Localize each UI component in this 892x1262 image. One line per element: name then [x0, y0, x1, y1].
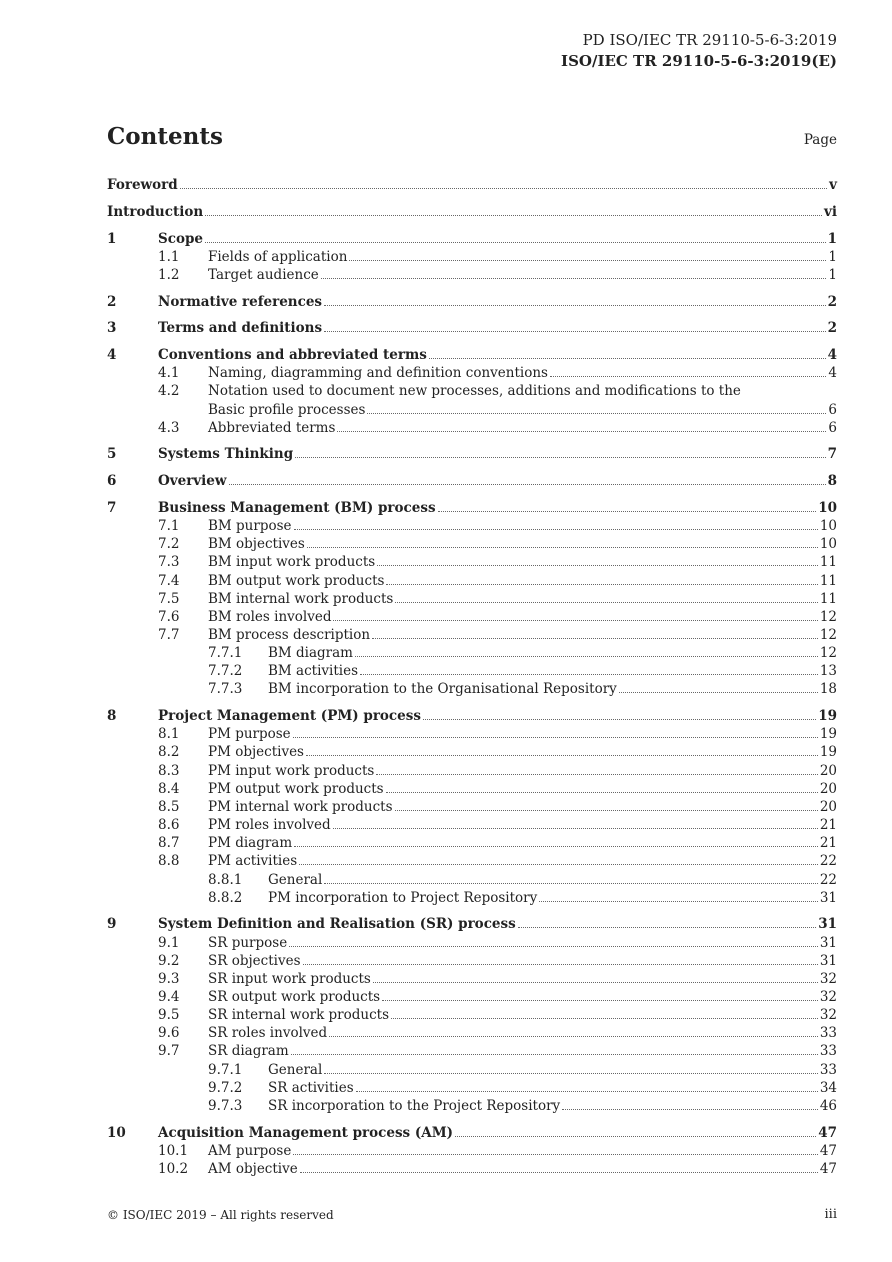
- dot-leader: [518, 915, 817, 928]
- toc-entry[interactable]: [0, 889, 892, 907]
- toc-entry-page: 47: [819, 1142, 837, 1159]
- toc-entry[interactable]: [0, 364, 892, 382]
- toc-entry-title: SR objectives: [208, 952, 301, 969]
- toc-entry-number: 8.4: [158, 780, 180, 797]
- dot-leader: [324, 293, 826, 306]
- dot-leader: [382, 988, 818, 1001]
- toc-entry-title: AM objective: [208, 1160, 298, 1177]
- toc-entry-number: 7.1: [158, 518, 180, 535]
- toc-entry-title: BM objectives: [208, 536, 305, 553]
- toc-entry-number: 9.5: [158, 1007, 180, 1024]
- toc-entry-number: 1.1: [158, 248, 180, 265]
- toc-entry-title: Target audience: [208, 266, 319, 283]
- toc-entry-title: System Definition and Realisation (SR) process: [158, 916, 516, 933]
- dot-leader: [205, 203, 822, 216]
- toc-entry-title: AM purpose: [208, 1142, 292, 1159]
- toc-entry-number: 7.7.2: [208, 663, 243, 680]
- toc-entry-number: 8.6: [158, 817, 180, 833]
- dot-leader: [180, 176, 827, 189]
- dot-leader: [306, 743, 818, 756]
- toc-entry[interactable]: [0, 293, 892, 311]
- toc-entry[interactable]: [0, 176, 892, 194]
- toc-entry-number: 9.2: [158, 952, 180, 969]
- toc-entry[interactable]: [0, 203, 892, 221]
- toc-entry-number: 8.5: [158, 798, 180, 815]
- toc-entry-page: v: [829, 177, 837, 193]
- toc-entry[interactable]: [0, 230, 892, 248]
- toc-entry-title: Naming, diagramming and definition conventions: [208, 365, 548, 382]
- toc-entry-title: General: [268, 1061, 323, 1078]
- dot-leader: [743, 382, 835, 394]
- dot-leader: [295, 445, 825, 458]
- toc-entry[interactable]: [0, 572, 892, 590]
- toc-entry-title: PM activities: [208, 853, 298, 870]
- dot-leader: [205, 230, 826, 243]
- toc-entry[interactable]: [0, 707, 892, 725]
- toc-entry-number: 7.7.3: [208, 681, 243, 698]
- toc-entry-page: 10: [819, 536, 837, 553]
- toc-entry-page: 21: [819, 817, 837, 833]
- toc-entry-page: 11: [819, 554, 837, 571]
- toc-entry-title: BM output work products: [208, 572, 385, 589]
- dot-leader: [438, 499, 817, 512]
- toc-entry[interactable]: [0, 1042, 892, 1060]
- toc-entry-number: 9.7.1: [208, 1061, 243, 1078]
- toc-entry-title: PM diagram: [208, 835, 293, 852]
- dot-leader: [293, 1142, 817, 1155]
- dot-leader: [455, 1124, 816, 1137]
- toc-entry-page: 46: [819, 1097, 837, 1114]
- toc-entry-number: 9.1: [158, 934, 180, 951]
- dot-leader: [329, 1024, 818, 1037]
- toc-entry[interactable]: [0, 1142, 892, 1160]
- toc-entry-page: 31: [819, 952, 837, 969]
- toc-entry[interactable]: [0, 382, 892, 400]
- toc-entry-title: SR incorporation to the Project Repository: [268, 1097, 561, 1114]
- toc-entry-number: 7.7.1: [208, 645, 243, 662]
- toc-entry-page: 4: [827, 347, 837, 364]
- dot-leader: [562, 1097, 818, 1110]
- toc-entry-title: Business Management (BM) process: [158, 499, 436, 516]
- toc-entry-number: 1.2: [158, 266, 180, 283]
- dot-leader: [299, 852, 818, 865]
- toc-entry[interactable]: [0, 725, 892, 743]
- dot-leader: [550, 364, 826, 377]
- dot-leader: [333, 816, 818, 829]
- toc-entry[interactable]: [0, 419, 892, 437]
- dot-leader: [307, 535, 818, 548]
- toc-entry-title: Project Management (PM) process: [158, 708, 421, 725]
- toc-entry-number: 8.8.1: [208, 871, 243, 888]
- toc-entry-number: 4: [107, 347, 117, 364]
- dot-leader: [423, 707, 816, 720]
- toc-entry-title: BM input work products: [208, 554, 376, 571]
- toc-entry[interactable]: [0, 626, 892, 644]
- dot-leader: [386, 572, 817, 585]
- toc-entry-title: PM output work products: [208, 780, 384, 797]
- toc-entry-page: vi: [824, 203, 837, 220]
- toc-entry[interactable]: [0, 517, 892, 535]
- toc-entry-number: 7.2: [158, 536, 180, 553]
- toc-entry-title: SR roles involved: [208, 1025, 328, 1042]
- toc-entry-page: 12: [819, 626, 837, 643]
- dot-leader: [289, 934, 818, 947]
- toc-entry-title: Abbreviated terms: [208, 419, 336, 436]
- toc-entry-page: 47: [819, 1160, 837, 1177]
- toc-entry-number: 7.4: [158, 572, 180, 589]
- toc-entry[interactable]: [0, 1124, 892, 1142]
- toc-entry[interactable]: [0, 1024, 892, 1042]
- toc-entry-title: PM input work products: [208, 762, 375, 779]
- dot-leader: [356, 1079, 818, 1092]
- toc-entry[interactable]: [0, 1160, 892, 1178]
- toc-entry-page: 11: [819, 572, 837, 589]
- toc-entry-page: 6: [828, 401, 837, 418]
- dot-leader: [377, 553, 818, 566]
- toc-entry-page: 19: [819, 726, 837, 743]
- toc-entry-title: BM incorporation to the Organisational Repository: [268, 681, 617, 698]
- toc-entry-page: 20: [819, 762, 837, 779]
- toc-entry-page: 2: [827, 320, 837, 337]
- toc-entry-page: 6: [828, 419, 837, 436]
- toc-entry[interactable]: [0, 871, 892, 889]
- toc-entry-number: 7.5: [158, 590, 180, 607]
- toc-entry-page: 19: [818, 708, 837, 725]
- toc-entry-number: 10.1: [158, 1142, 189, 1159]
- toc-entry-number: 8: [107, 708, 117, 725]
- toc-entry-page: 31: [819, 889, 837, 906]
- toc-entry[interactable]: [0, 852, 892, 870]
- dot-leader: [372, 626, 818, 639]
- toc-entry-number: 4.1: [158, 365, 180, 382]
- toc-entry[interactable]: [0, 798, 892, 816]
- toc-entry[interactable]: [0, 780, 892, 798]
- toc-entry-page: 31: [819, 934, 837, 951]
- toc-entry-number: 8.8.2: [208, 889, 243, 906]
- toc-entry-number: 7.3: [158, 554, 180, 571]
- document-designation-edition: ISO/IEC TR 29110-5-6-3:2019(E): [561, 52, 837, 70]
- dot-leader: [367, 401, 826, 414]
- toc-entry-page: 1: [827, 230, 837, 247]
- dot-leader: [300, 1160, 818, 1173]
- toc-entry-page: 19: [819, 744, 837, 761]
- toc-entry[interactable]: [0, 834, 892, 852]
- toc-entry-number: 5: [107, 446, 117, 463]
- toc-entry-page: 21: [819, 835, 837, 852]
- toc-entry[interactable]: [0, 266, 892, 284]
- toc-entry-page: 4: [828, 365, 837, 382]
- toc-entry[interactable]: [0, 1079, 892, 1097]
- toc-entry-title: Notation used to document new processes, additions and modifications to the: [208, 383, 741, 400]
- toc-entry-title: SR output work products: [208, 989, 381, 1005]
- toc-entry-number: 8.7: [158, 835, 180, 852]
- toc-entry[interactable]: [0, 590, 892, 608]
- toc-entry[interactable]: [0, 499, 892, 517]
- toc-entry[interactable]: [0, 662, 892, 680]
- toc-entry-title: General: [268, 871, 323, 888]
- toc-entry-page: 7: [827, 446, 837, 463]
- dot-leader: [360, 662, 818, 675]
- toc-entry-page: 33: [819, 1061, 837, 1078]
- dot-leader: [355, 644, 818, 657]
- toc-entry[interactable]: [0, 608, 892, 626]
- toc-entry-page: 33: [819, 1043, 837, 1060]
- toc-entry-title: Conventions and abbreviated terms: [158, 347, 427, 364]
- toc-entry[interactable]: [0, 988, 892, 1006]
- toc-entry-title: Normative references: [158, 293, 323, 310]
- toc-entry[interactable]: [0, 1097, 892, 1115]
- toc-entry[interactable]: [0, 445, 892, 463]
- toc-entry[interactable]: [0, 915, 892, 933]
- toc-entry-title: PM roles involved: [208, 817, 331, 833]
- toc-entry-number: 7: [107, 499, 117, 516]
- toc-entry-title: Fields of application: [208, 248, 348, 265]
- dot-leader: [373, 970, 818, 983]
- toc-entry[interactable]: [0, 553, 892, 571]
- toc-entry-number: 7.7: [158, 626, 180, 643]
- copyright-notice: © ISO/IEC 2019 – All rights reserved: [107, 1208, 334, 1222]
- toc-entry-page: 32: [819, 970, 837, 987]
- toc-entry-title: PM purpose: [208, 726, 291, 743]
- toc-entry-page: 8: [827, 473, 837, 490]
- toc-entry[interactable]: [0, 743, 892, 761]
- toc-entry-number: 8.2: [158, 744, 180, 761]
- dot-leader: [386, 780, 818, 793]
- toc-entry-number: 9.3: [158, 970, 180, 987]
- toc-entry[interactable]: [0, 762, 892, 780]
- dot-leader: [395, 590, 817, 603]
- toc-entry-page: 12: [819, 645, 837, 662]
- toc-entry-number: 1: [107, 230, 117, 247]
- toc-entry-title: PM internal work products: [208, 798, 393, 815]
- toc-entry-number: 4.3: [158, 419, 180, 436]
- toc-entry-number: 8.1: [158, 726, 180, 743]
- toc-entry-page: 20: [819, 798, 837, 815]
- toc-entry[interactable]: [0, 472, 892, 490]
- page-column-label: Page: [803, 132, 837, 148]
- toc-entry[interactable]: [0, 248, 892, 266]
- dot-leader: [294, 834, 818, 847]
- document-designation: PD ISO/IEC TR 29110-5-6-3:2019: [582, 31, 837, 49]
- toc-entry-title: BM purpose: [208, 518, 292, 535]
- toc-entry-number: 9.7: [158, 1043, 180, 1060]
- toc-entry-title: SR purpose: [208, 934, 288, 951]
- toc-entry-number: 4.2: [158, 383, 180, 400]
- dot-leader: [229, 472, 826, 485]
- toc-entry-title: Basic profile processes: [208, 401, 366, 418]
- toc-entry-page: 11: [819, 590, 837, 607]
- toc-entry-number: 8.8: [158, 853, 180, 870]
- dot-leader: [293, 725, 818, 738]
- toc-entry[interactable]: [0, 644, 892, 662]
- toc-entry-title: Systems Thinking: [158, 446, 294, 463]
- toc-entry-title: SR internal work products: [208, 1007, 390, 1024]
- toc-entry-number: 10.2: [158, 1160, 189, 1177]
- toc-entry-page: 20: [819, 780, 837, 797]
- toc-entry-number: 10: [107, 1124, 126, 1141]
- toc-entry-number: 9: [107, 916, 117, 933]
- toc-entry-number: 7.6: [158, 608, 180, 625]
- toc-entry-title: BM diagram: [268, 645, 353, 662]
- toc-entry-title: PM objectives: [208, 744, 304, 761]
- toc-entry-page: 18: [819, 681, 837, 698]
- dot-leader: [619, 680, 818, 693]
- toc-entry-title: Overview: [158, 473, 227, 490]
- toc-entry-number: 8.3: [158, 762, 180, 779]
- dot-leader: [429, 346, 826, 359]
- toc-entry-page: 12: [819, 608, 837, 625]
- toc-entry-number: 9.7.3: [208, 1097, 243, 1114]
- toc-entry-page: 31: [818, 916, 837, 933]
- toc-entry[interactable]: [0, 970, 892, 988]
- toc-entry[interactable]: [0, 1006, 892, 1024]
- page-number: iii: [824, 1207, 837, 1222]
- toc-entry-title: Foreword: [107, 177, 178, 193]
- toc-entry[interactable]: [0, 319, 892, 337]
- toc-entry-title: SR input work products: [208, 970, 371, 987]
- toc-entry[interactable]: [0, 401, 892, 419]
- toc-entry-page: 47: [818, 1124, 837, 1141]
- dot-leader: [539, 889, 818, 902]
- toc-entry-number: 9.4: [158, 989, 180, 1005]
- toc-entry-page: 32: [819, 1007, 837, 1024]
- toc-entry[interactable]: [0, 535, 892, 553]
- toc-entry-title: Acquisition Management process (AM): [158, 1124, 454, 1141]
- toc-entry-page: 10: [818, 499, 837, 516]
- toc-entry-page: 1: [828, 266, 837, 283]
- toc-entry-number: 9.6: [158, 1025, 180, 1042]
- toc-entry-page: 10: [819, 518, 837, 535]
- toc-entry-page: 13: [819, 663, 837, 680]
- toc-entry[interactable]: [0, 1061, 892, 1079]
- toc-entry-page: 33: [819, 1025, 837, 1042]
- page-title: Contents: [107, 123, 223, 150]
- toc-entry-page: 22: [819, 871, 837, 888]
- toc-entry-title: BM internal work products: [208, 590, 394, 607]
- dot-leader: [349, 248, 826, 261]
- dot-leader: [376, 762, 817, 775]
- toc-entry-number: 2: [107, 293, 117, 310]
- dot-leader: [395, 798, 818, 811]
- toc-entry-title: Terms and definitions: [158, 320, 323, 337]
- toc-entry-title: BM roles involved: [208, 608, 332, 625]
- dot-leader: [337, 419, 826, 432]
- dot-leader: [333, 608, 817, 621]
- toc-entry-page: 22: [819, 853, 837, 870]
- toc-entry-number: 3: [107, 320, 117, 337]
- dot-leader: [324, 319, 826, 332]
- dot-leader: [324, 871, 818, 884]
- dot-leader: [294, 517, 818, 530]
- dot-leader: [321, 266, 827, 279]
- toc-entry-number: 9.7.2: [208, 1079, 243, 1096]
- toc-entry-page: 34: [819, 1079, 837, 1096]
- dot-leader: [303, 952, 818, 965]
- toc-entry[interactable]: [0, 346, 892, 364]
- toc-entry[interactable]: [0, 680, 892, 698]
- dot-leader: [324, 1061, 818, 1074]
- toc-entry-page: 1: [828, 248, 837, 265]
- toc-entry[interactable]: [0, 816, 892, 834]
- toc-entry-title: Scope: [158, 230, 204, 247]
- toc-entry[interactable]: [0, 952, 892, 970]
- toc-entry-page: 2: [827, 293, 837, 310]
- toc-entry-number: 6: [107, 473, 117, 490]
- toc-entry-title: SR activities: [268, 1079, 354, 1096]
- toc-entry-title: PM incorporation to Project Repository: [268, 889, 538, 906]
- toc-entry-title: Introduction: [107, 203, 204, 220]
- toc-entry-title: SR diagram: [208, 1043, 289, 1060]
- toc-entry-title: BM process description: [208, 626, 371, 643]
- toc-entry[interactable]: [0, 934, 892, 952]
- toc-entry-title: BM activities: [268, 663, 358, 680]
- toc-entry-page: 32: [819, 989, 837, 1005]
- dot-leader: [291, 1042, 818, 1055]
- dot-leader: [391, 1006, 818, 1019]
